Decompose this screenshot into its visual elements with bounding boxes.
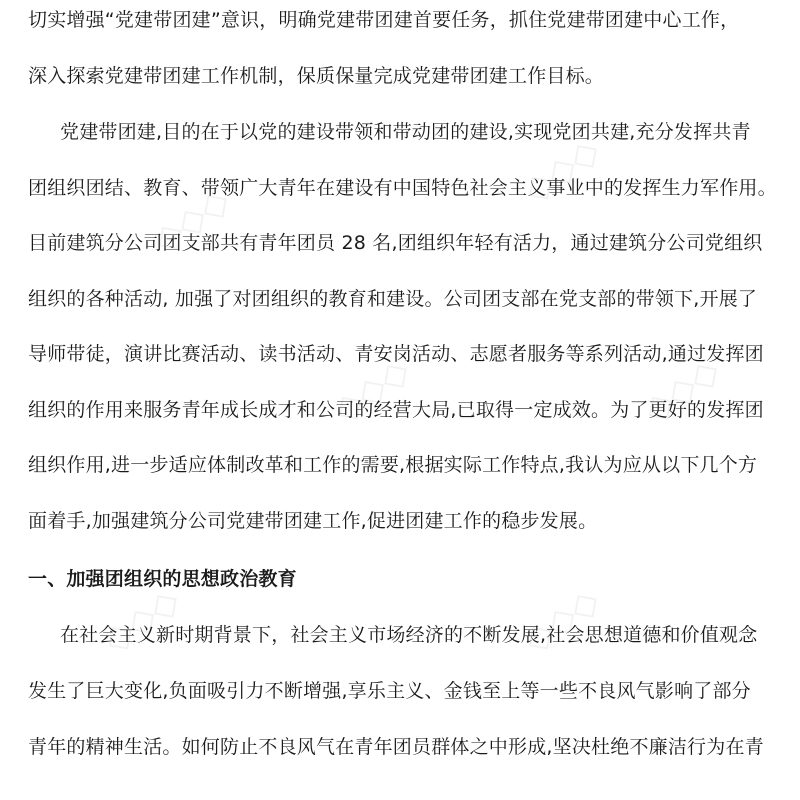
text-line: 团组织团结、教育、带领广大青年在建设有中国特色社会主义事业中的发挥生力军作用。 xyxy=(28,177,777,199)
watermark-mark: ◇◇◇ xyxy=(95,579,188,662)
text-line: 组织作用,进一步适应体制改革和工作的需要,根据实际工作特点,我认为应从以下几个方 xyxy=(28,454,758,476)
text-line: 组织的作用来服务青年成长成才和公司的经营大局,已取得一定成效。为了更好的发挥团 xyxy=(28,399,764,421)
watermark-mark: ◇◇◇ xyxy=(325,349,418,432)
text-line: 深入探索党建带团建工作机制，保质保量完成党建带团建工作目标。 xyxy=(28,65,605,87)
watermark-mark: ◇◇◇ xyxy=(635,349,728,432)
text-line: 目前建筑分公司团支部共有青年团员 28 名,团组织年轻有活力，通过建筑分公司党组织 xyxy=(28,232,763,254)
text-line: 导师带徒，演讲比赛活动、读书活动、青安岗活动、志愿者服务等系列活动,通过发挥团 xyxy=(28,343,764,365)
text-line: 青年的精神生活。如何防止不良风气在青年团员群体之中形成,坚决杜绝不廉洁行为在青 xyxy=(28,736,764,758)
watermark-mark: ◇◇◇ xyxy=(515,129,608,212)
section-heading: 一、加强团组织的思想政治教育 xyxy=(28,568,297,590)
text-line: 面着手,加强建筑分公司党建带团建工作,促进团建工作的稳步发展。 xyxy=(28,510,598,532)
paragraph-first-line: 在社会主义新时期背景下，社会主义市场经济的不断发展,社会思想道德和价值观念 xyxy=(60,624,758,646)
watermark-mark: ◇◇◇ xyxy=(515,579,608,662)
text-line: 组织的各种活动, 加强了对团组织的教育和建设。公司团支部在党支部的带领下,开展了 xyxy=(28,288,758,310)
text-line: 发生了巨大变化,负面吸引力不断增强,享乐主义、金钱至上等一些不良风气影响了部分 xyxy=(28,680,751,702)
paragraph-first-line: 党建带团建,目的在于以党的建设带领和带动团的建设,实现党团共建,充分发挥共青 xyxy=(60,121,751,143)
watermark-mark: ◇◇◇ xyxy=(145,179,238,262)
text-line: 切实增强“党建带团建”意识，明确党建带团建首要任务，抓住党建带团建中心工作， xyxy=(28,9,740,31)
